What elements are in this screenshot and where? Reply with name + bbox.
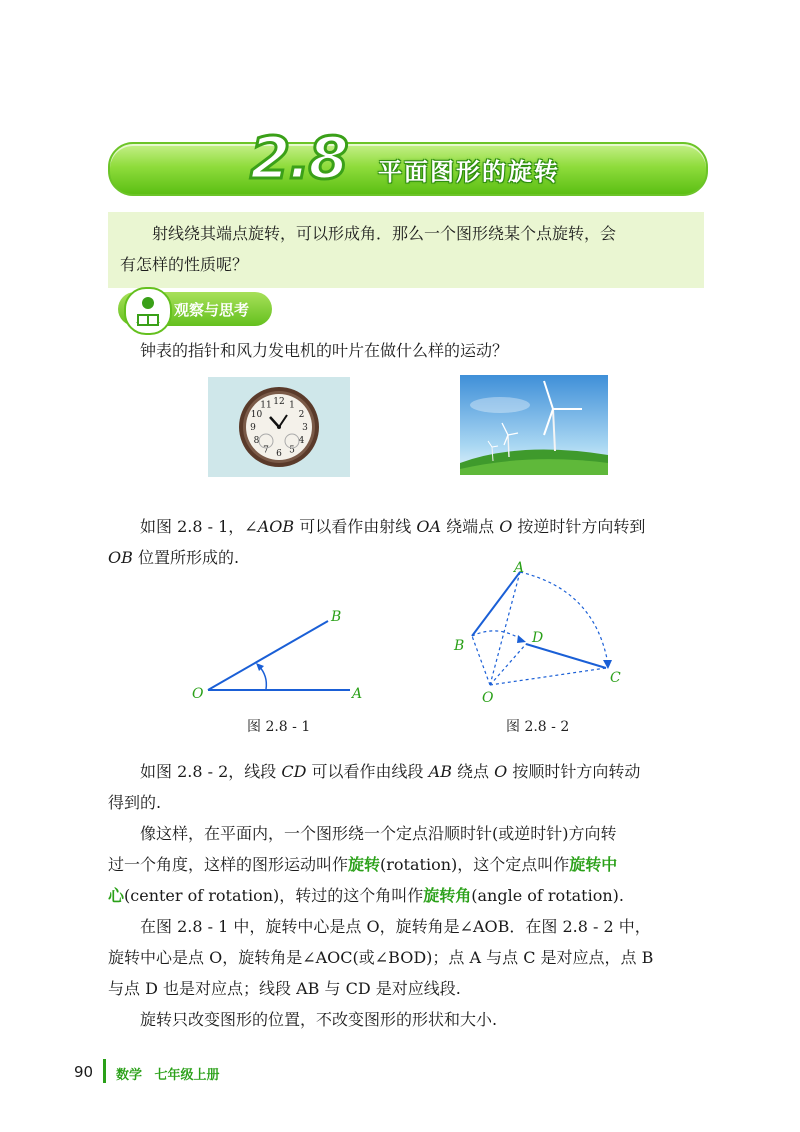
clock-numeral: 11 <box>260 400 272 411</box>
text-fragment: (rotation)，这个定点叫作 <box>380 855 570 874</box>
intro-box <box>108 212 704 288</box>
term-center-of-rotation-end: 心 <box>108 886 125 905</box>
label-o: O <box>482 690 494 706</box>
term-rotation: 旋转 <box>348 855 381 874</box>
label-c: C <box>610 670 621 686</box>
clock-photo <box>208 377 350 477</box>
text-fragment: 绕点 <box>451 762 495 781</box>
paragraph-4-line-3: 与点 D 也是对应点；线段 AB 与 CD 是对应线段. <box>108 979 461 998</box>
label-b: B <box>331 609 342 625</box>
book-title: 数学 七年级上册 <box>116 1068 220 1083</box>
clock-numeral: 8 <box>253 436 260 446</box>
clock-numeral: 1 <box>289 400 295 411</box>
text-fragment: (center of rotation)，转过的这个角叫作 <box>124 886 424 905</box>
arc-b-to-d <box>472 631 522 640</box>
intro-line-2: 有怎样的性质呢？ <box>120 255 249 274</box>
paragraph-4-line-2: 旋转中心是点 O，旋转角是∠AOC(或∠BOD)；点 A 与点 C 是对应点，点 B <box>108 948 654 967</box>
label-o: O <box>192 686 204 702</box>
observe-badge-label: 观察与思考 <box>174 301 250 319</box>
dashed-od <box>490 644 526 685</box>
math-var: O <box>499 517 513 536</box>
clock-numeral: 6 <box>276 449 282 459</box>
text-fragment: 可以看作由射线 <box>294 517 417 536</box>
paragraph-2-line-2: 得到的. <box>108 793 162 812</box>
math-var: AB <box>428 762 452 781</box>
math-var: OB <box>108 548 133 567</box>
section-number: 2.8 <box>250 124 347 192</box>
text-fragment: 按逆时针方向转到 <box>512 517 646 536</box>
text-fragment: 可以看作由线段 <box>306 762 429 781</box>
paragraph-3-line-1: 像这样，在平面内，一个图形绕一个定点沿顺时针(或逆时针)方向转 <box>140 824 617 843</box>
paragraph-3-line-2 <box>108 849 718 880</box>
term-center-of-rotation: 旋转中 <box>569 855 618 874</box>
reader-icon <box>124 287 172 335</box>
clock-numeral: 4 <box>298 436 305 446</box>
figure-2-8-1 <box>190 600 390 710</box>
clock-numeral: 12 <box>273 397 285 407</box>
label-d: D <box>532 630 544 646</box>
paragraph-3-line-3 <box>108 880 718 911</box>
math-var: AOB <box>257 517 295 536</box>
observe-question: 钟表的指针和风力发电机的叶片在做什么样的运动？ <box>140 341 509 360</box>
segment-dc <box>526 644 606 668</box>
term-angle-of-rotation: 旋转角 <box>423 886 472 905</box>
text-fragment: (angle of rotation). <box>471 886 624 905</box>
section-title: 平面图形的旋转 <box>378 158 560 186</box>
text-fragment: 位置所形成的. <box>132 548 240 567</box>
clock-numeral: 2 <box>298 410 305 420</box>
paragraph-1-line-1 <box>108 511 718 542</box>
paragraph-2-line-1 <box>108 756 718 787</box>
text-fragment: 绕端点 <box>441 517 500 536</box>
paragraph-5: 旋转只改变图形的位置，不改变图形的形状和大小. <box>140 1010 498 1029</box>
clock-numeral: 5 <box>289 445 295 456</box>
math-var: OA <box>416 517 441 536</box>
text-fragment: 过一个角度，这样的图形运动叫作 <box>108 855 349 874</box>
dashed-ob <box>472 636 490 685</box>
clock-numeral: 10 <box>250 410 263 420</box>
clock-numeral: 9 <box>250 423 256 433</box>
segment-ab <box>472 572 520 636</box>
text-fragment: 如图 2.8 - 2，线段 <box>140 762 282 781</box>
arc-a-to-c <box>520 572 608 664</box>
text-fragment: 如图 2.8 - 1，∠ <box>140 517 258 536</box>
math-var: CD <box>281 762 307 781</box>
math-var: O <box>494 762 508 781</box>
page-number: 90 <box>74 1063 94 1081</box>
label-b: B <box>454 638 465 654</box>
figure-1-caption: 图 2.8 - 1 <box>247 719 311 735</box>
wind-turbine-photo <box>460 375 608 475</box>
text-fragment: 按顺时针方向转动 <box>507 762 641 781</box>
ray-ob <box>208 621 328 690</box>
clock-numeral: 7 <box>263 445 269 456</box>
footer-divider <box>103 1059 106 1083</box>
label-a: A <box>514 560 525 576</box>
paragraph-4-line-1: 在图 2.8 - 1 中，旋转中心是点 O，旋转角是∠AOB．在图 2.8 - 2 中， <box>140 917 651 936</box>
dashed-oa <box>490 572 520 685</box>
clock-numeral: 3 <box>302 423 308 433</box>
arrowhead-d <box>517 635 526 643</box>
figure-2-8-2 <box>450 560 630 710</box>
label-a: A <box>352 686 363 702</box>
dashed-oc <box>490 668 606 685</box>
intro-line-1: 射线绕其端点旋转，可以形成角．那么一个图形绕某个点旋转，会 <box>152 224 617 243</box>
figure-2-caption: 图 2.8 - 2 <box>506 719 570 735</box>
